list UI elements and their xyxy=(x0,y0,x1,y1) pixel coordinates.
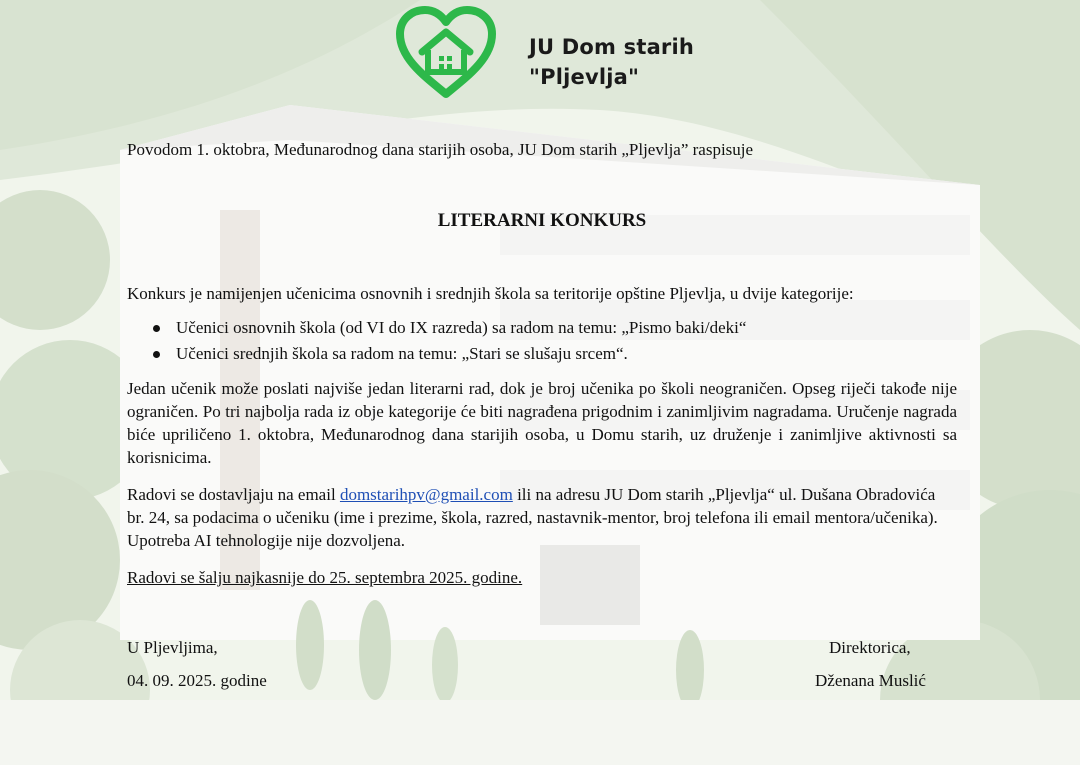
rules-paragraph: Jedan učenik može poslati najviše jedan literarni rad, dok je broj učenika po školi neograničen. Opseg riječi takođe nije ograničen. Po tri najbolja rada iz obje kategorije će biti nagrađena prigodnim i zanimljivim nagradama. Uručenje nagrada biće upriličeno 1. oktobra, Međunarodnog dana starijih osoba, u Domu starih, uz druženje i zanimljive aktivnosti sa korisnicima. xyxy=(127,379,957,467)
category-text: Učenici osnovnih škola (od VI do IX razreda) sa radom na temu: „Pismo baki/deki“ xyxy=(176,318,747,337)
signoff-place: U Pljevljima, xyxy=(127,638,218,657)
logo-line-2: "Pljevlja" xyxy=(529,65,640,89)
logo-text xyxy=(529,32,694,92)
category-text: Učenici srednjih škola sa radom na temu: „Stari se slušaju srcem“. xyxy=(176,344,628,363)
list-item xyxy=(127,315,746,341)
signoff-date: 04. 09. 2025. godine xyxy=(127,671,267,690)
list-item xyxy=(127,341,746,367)
announcement xyxy=(127,138,957,690)
deadline-text: Radovi se šalju najkasnije do 25. septembra 2025. godine. xyxy=(127,568,523,587)
submission-text-before: Radovi se dostavljaju na email xyxy=(127,485,340,504)
signoff-name: Dženana Muslić xyxy=(815,671,926,690)
page-title: LITERARNI KONKURS xyxy=(437,210,647,231)
intro-text: Povodom 1. oktobra, Međunarodnog dana starijih osoba, JU Dom starih „Pljevlja” raspisuje xyxy=(127,140,754,159)
bullet-icon xyxy=(153,325,160,332)
heart-house-icon xyxy=(394,6,498,100)
submission-paragraph xyxy=(127,483,957,552)
email-link[interactable]: domstarihpv@gmail.com xyxy=(339,485,513,504)
signoff-role: Direktorica, xyxy=(829,638,911,657)
lead-paragraph: Konkurs je namijenjen učenicima osnovnih i srednjih škola sa teritorije opštine Pljevlja, u dvije kategorije: xyxy=(127,284,854,303)
logo-line-1: JU Dom starih xyxy=(529,35,695,59)
category-list xyxy=(127,315,746,367)
submission-text-after: ili na adresu JU Dom starih „Pljevlja“ ul. Dušana Obradovića br. 24, sa podacima o učeniku (ime i prezime, škola, razred, nastavnik-mentor, broj telefona ili email mentora/učenika). Upotreba AI tehnologije nije dozvoljena. xyxy=(127,485,938,550)
logo xyxy=(394,6,724,102)
bullet-icon xyxy=(153,351,160,358)
